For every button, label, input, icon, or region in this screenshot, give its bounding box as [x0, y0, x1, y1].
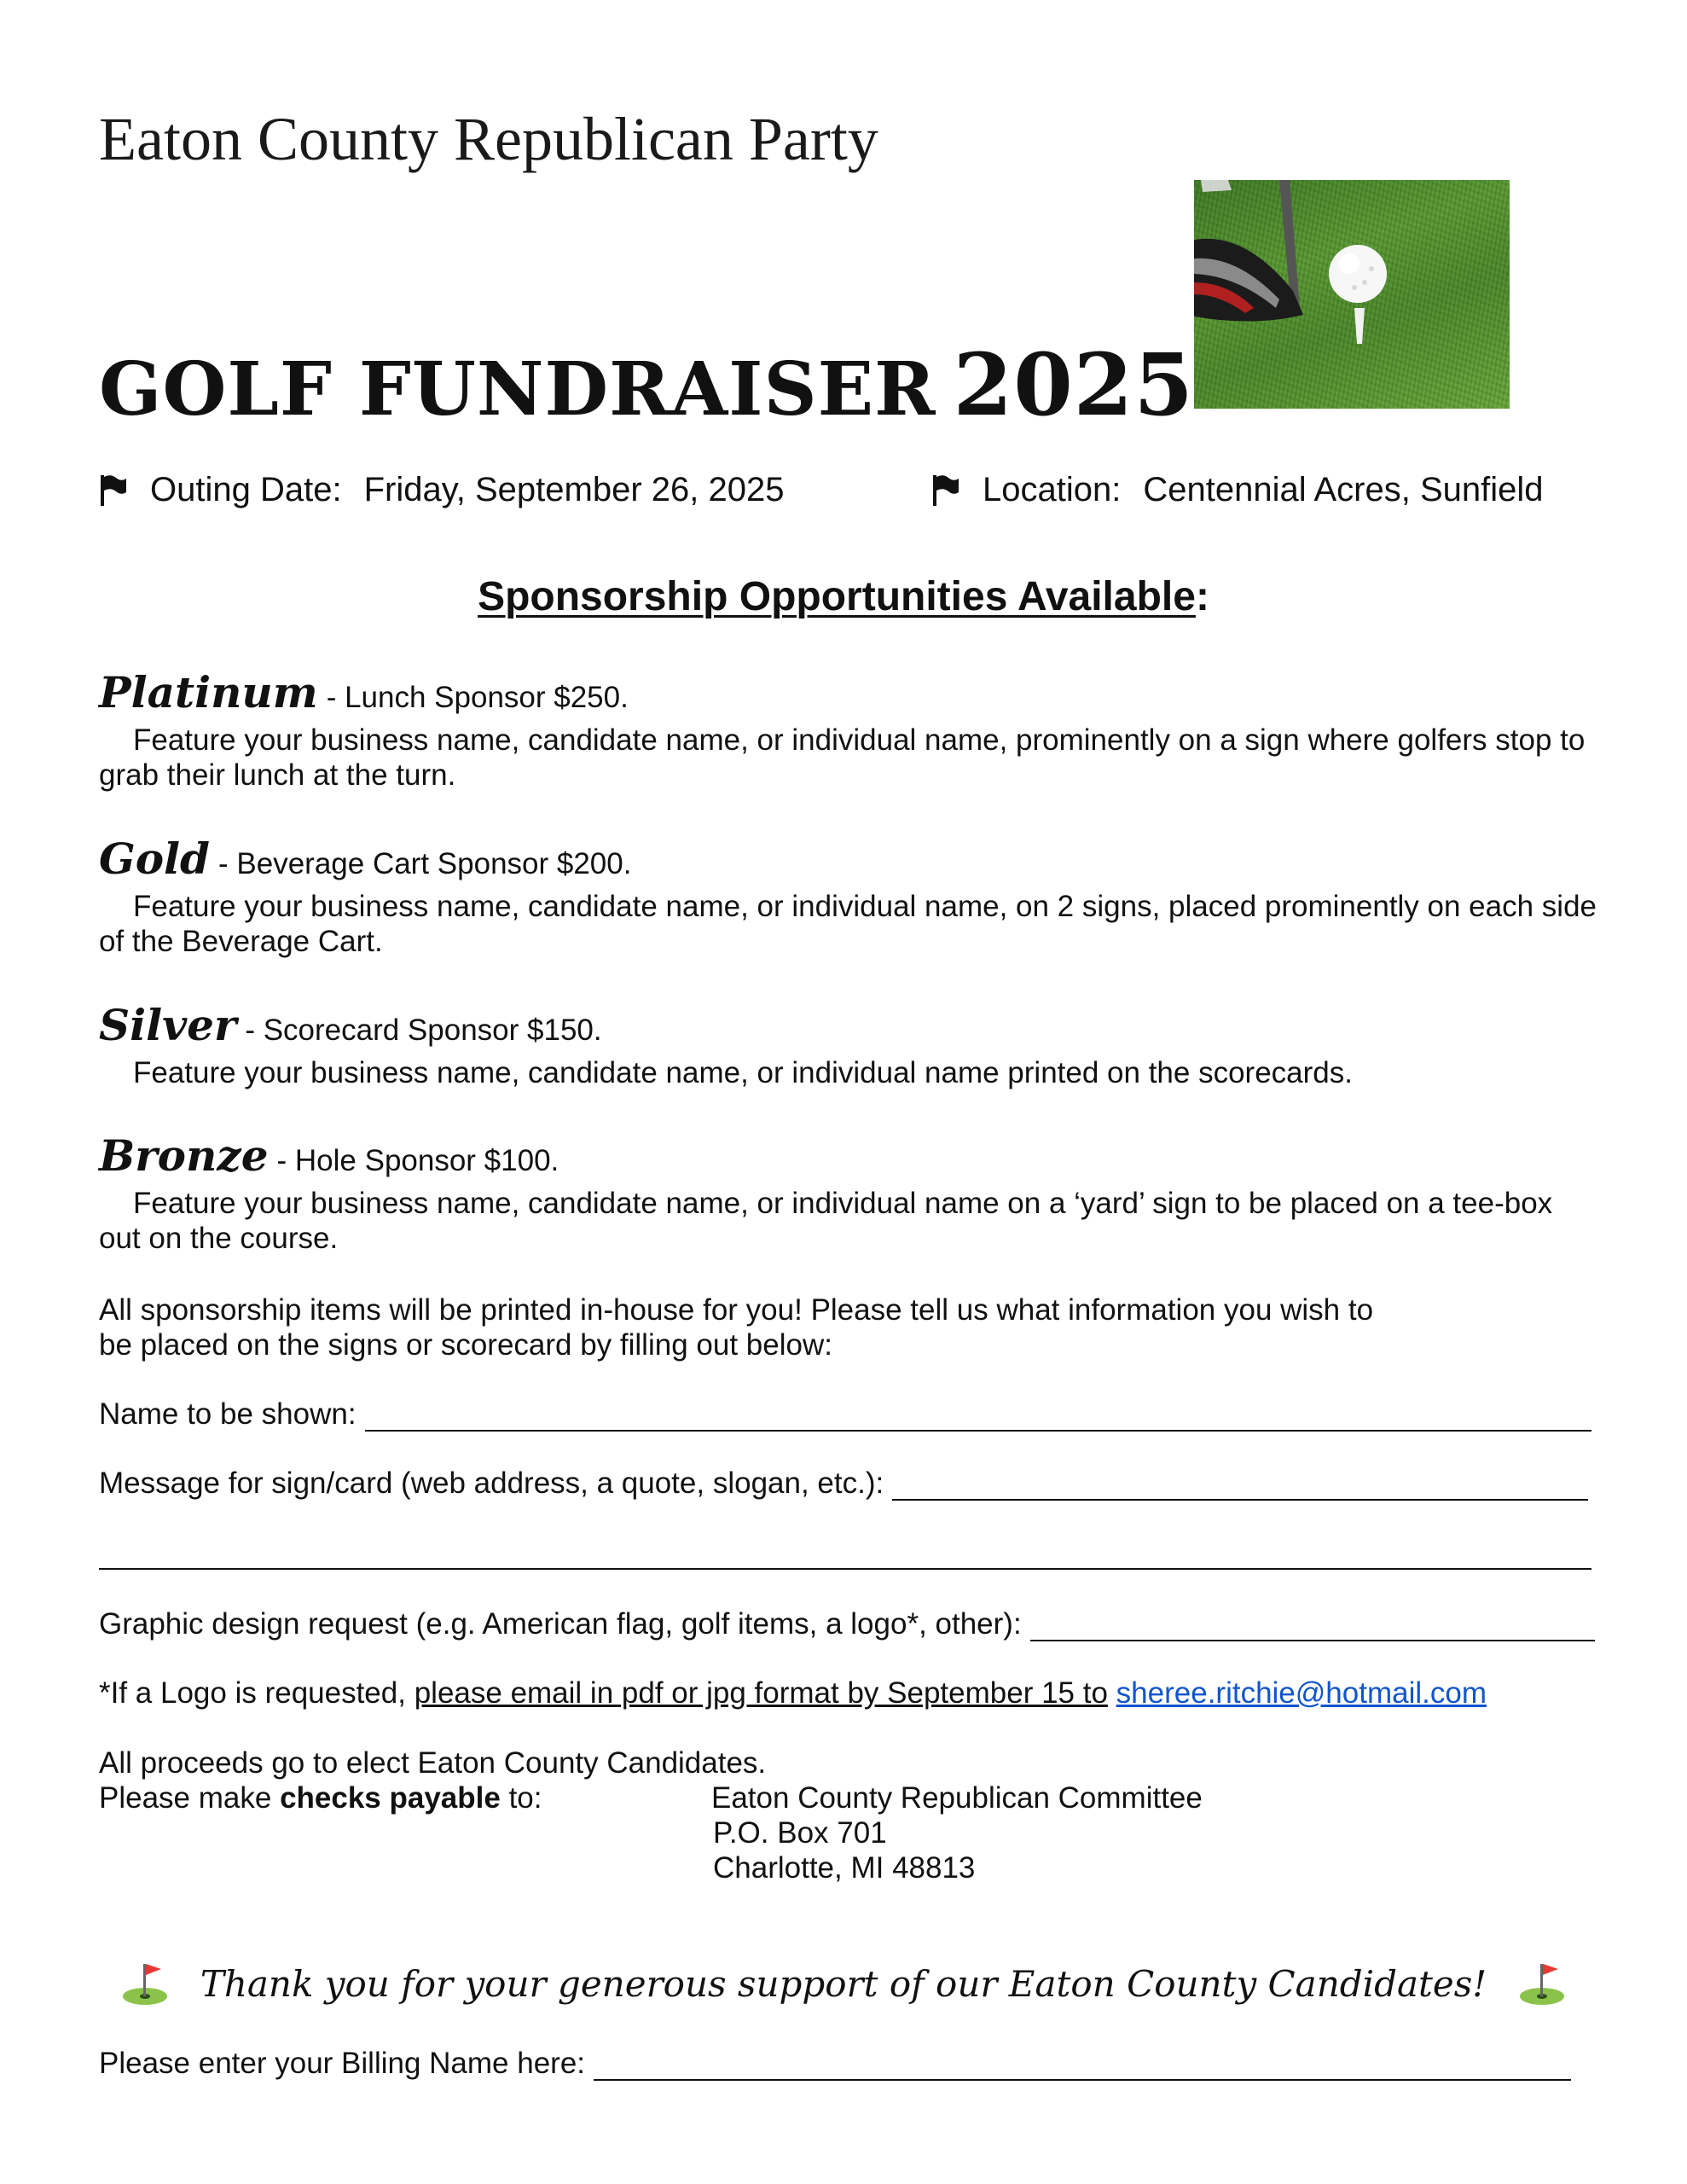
outing-date-row [99, 471, 784, 509]
tier-details: Feature your business name, candidate name, or individual name on a ‘yard’ sign to be placed on a tee-box out on the course. [99, 1187, 1553, 1255]
golf-ball-photo [1194, 180, 1510, 409]
checks-post: to: [508, 1781, 542, 1815]
address-line-2: P.O. Box 701 [713, 1816, 887, 1850]
logo-note-instruction: please email in pdf or jpg format by September 15 to [414, 1676, 1108, 1710]
tier-description: - Lunch Sponsor $250. [326, 681, 629, 714]
tier-name: Silver [99, 1000, 237, 1050]
location-row [931, 471, 1544, 509]
billing-name-row [99, 2046, 1571, 2081]
sponsorship-heading-text: Sponsorship Opportunities Available [478, 574, 1196, 619]
checks-payable-text [99, 1780, 542, 1815]
tier-description: - Beverage Cart Sponsor $200. [218, 847, 632, 880]
checks-bold: checks payable [280, 1781, 501, 1815]
name-field-line[interactable] [365, 1403, 1591, 1432]
outing-date-value: Friday, September 26, 2025 [363, 471, 785, 508]
message-field-line-2[interactable] [99, 1541, 1591, 1570]
tier-bronze [99, 1130, 1600, 1256]
flag-icon [99, 473, 128, 508]
golf-hole-icon [1517, 1959, 1567, 2008]
tier-platinum [99, 667, 1600, 793]
name-field-row [99, 1397, 1591, 1432]
outing-date-label: Outing Date: [150, 471, 342, 508]
tier-name: Gold [99, 834, 211, 884]
tier-description: - Scorecard Sponsor $150. [245, 1014, 602, 1047]
tier-description: - Hole Sponsor $100. [276, 1144, 559, 1177]
tier-silver [99, 1000, 1600, 1090]
message-field-line-2-row [99, 1541, 1591, 1570]
thank-you-row [0, 1959, 1687, 2008]
graphic-request-line[interactable] [1030, 1612, 1595, 1641]
sponsorship-heading [0, 573, 1687, 620]
tier-details: Feature your business name, candidate name, or individual name, prominently on a sign where golfers stop to grab their lunch at the turn. [99, 723, 1586, 792]
form-intro [99, 1292, 1600, 1362]
graphic-request-row [99, 1606, 1595, 1641]
message-field-row [99, 1466, 1588, 1501]
flag-icon [931, 473, 960, 508]
location-value: Centennial Acres, Sunfield [1143, 471, 1544, 508]
proceeds-text: All proceeds go to elect Eaton County Candidates. [99, 1746, 767, 1780]
address-line-3: Charlotte, MI 48813 [713, 1851, 976, 1885]
tier-details: Feature your business name, candidate name, or individual name, on 2 signs, placed prominently on each side of the Beverage Cart. [99, 890, 1597, 958]
billing-name-line[interactable] [594, 2052, 1571, 2081]
sponsorship-heading-colon: : [1195, 574, 1209, 619]
golf-hole-icon [120, 1959, 170, 2008]
thank-you-text: Thank you for your generous support of our Eaton County Candidates! [200, 1962, 1487, 2005]
location-label: Location: [983, 471, 1122, 508]
logo-note [99, 1676, 1600, 1711]
logo-note-text: *If a Logo is requested, [99, 1676, 406, 1710]
tier-gold [99, 834, 1600, 959]
tier-details: Feature your business name, candidate name, or individual name printed on the scorecards. [133, 1056, 1353, 1089]
mailing-address [711, 1780, 1203, 1885]
event-title-text: GOLF FUNDRAISER [99, 346, 936, 433]
organization-title: Eaton County Republican Party [99, 105, 878, 173]
form-intro-line-1: All sponsorship items will be printed in-house for you! Please tell us what information you wish to [99, 1293, 1374, 1327]
graphic-request-label: Graphic design request (e.g. American flag, golf items, a logo*, other): [99, 1607, 1022, 1641]
checks-pre: Please make [99, 1781, 272, 1815]
message-field-line[interactable] [892, 1472, 1588, 1501]
name-field-label: Name to be shown: [99, 1397, 357, 1431]
event-title [99, 334, 1194, 435]
message-field-label: Message for sign/card (web address, a quote, slogan, etc.): [99, 1467, 884, 1500]
event-year: 2025 [953, 334, 1194, 435]
form-intro-line-2: be placed on the signs or scorecard by filling out below: [99, 1328, 832, 1362]
tier-name: Platinum [99, 667, 318, 717]
billing-name-label: Please enter your Billing Name here: [99, 2047, 586, 2080]
tier-name: Bronze [99, 1130, 269, 1181]
address-line-1: Eaton County Republican Committee [711, 1781, 1203, 1815]
email-link[interactable]: sheree.ritchie@hotmail.com [1116, 1676, 1487, 1710]
